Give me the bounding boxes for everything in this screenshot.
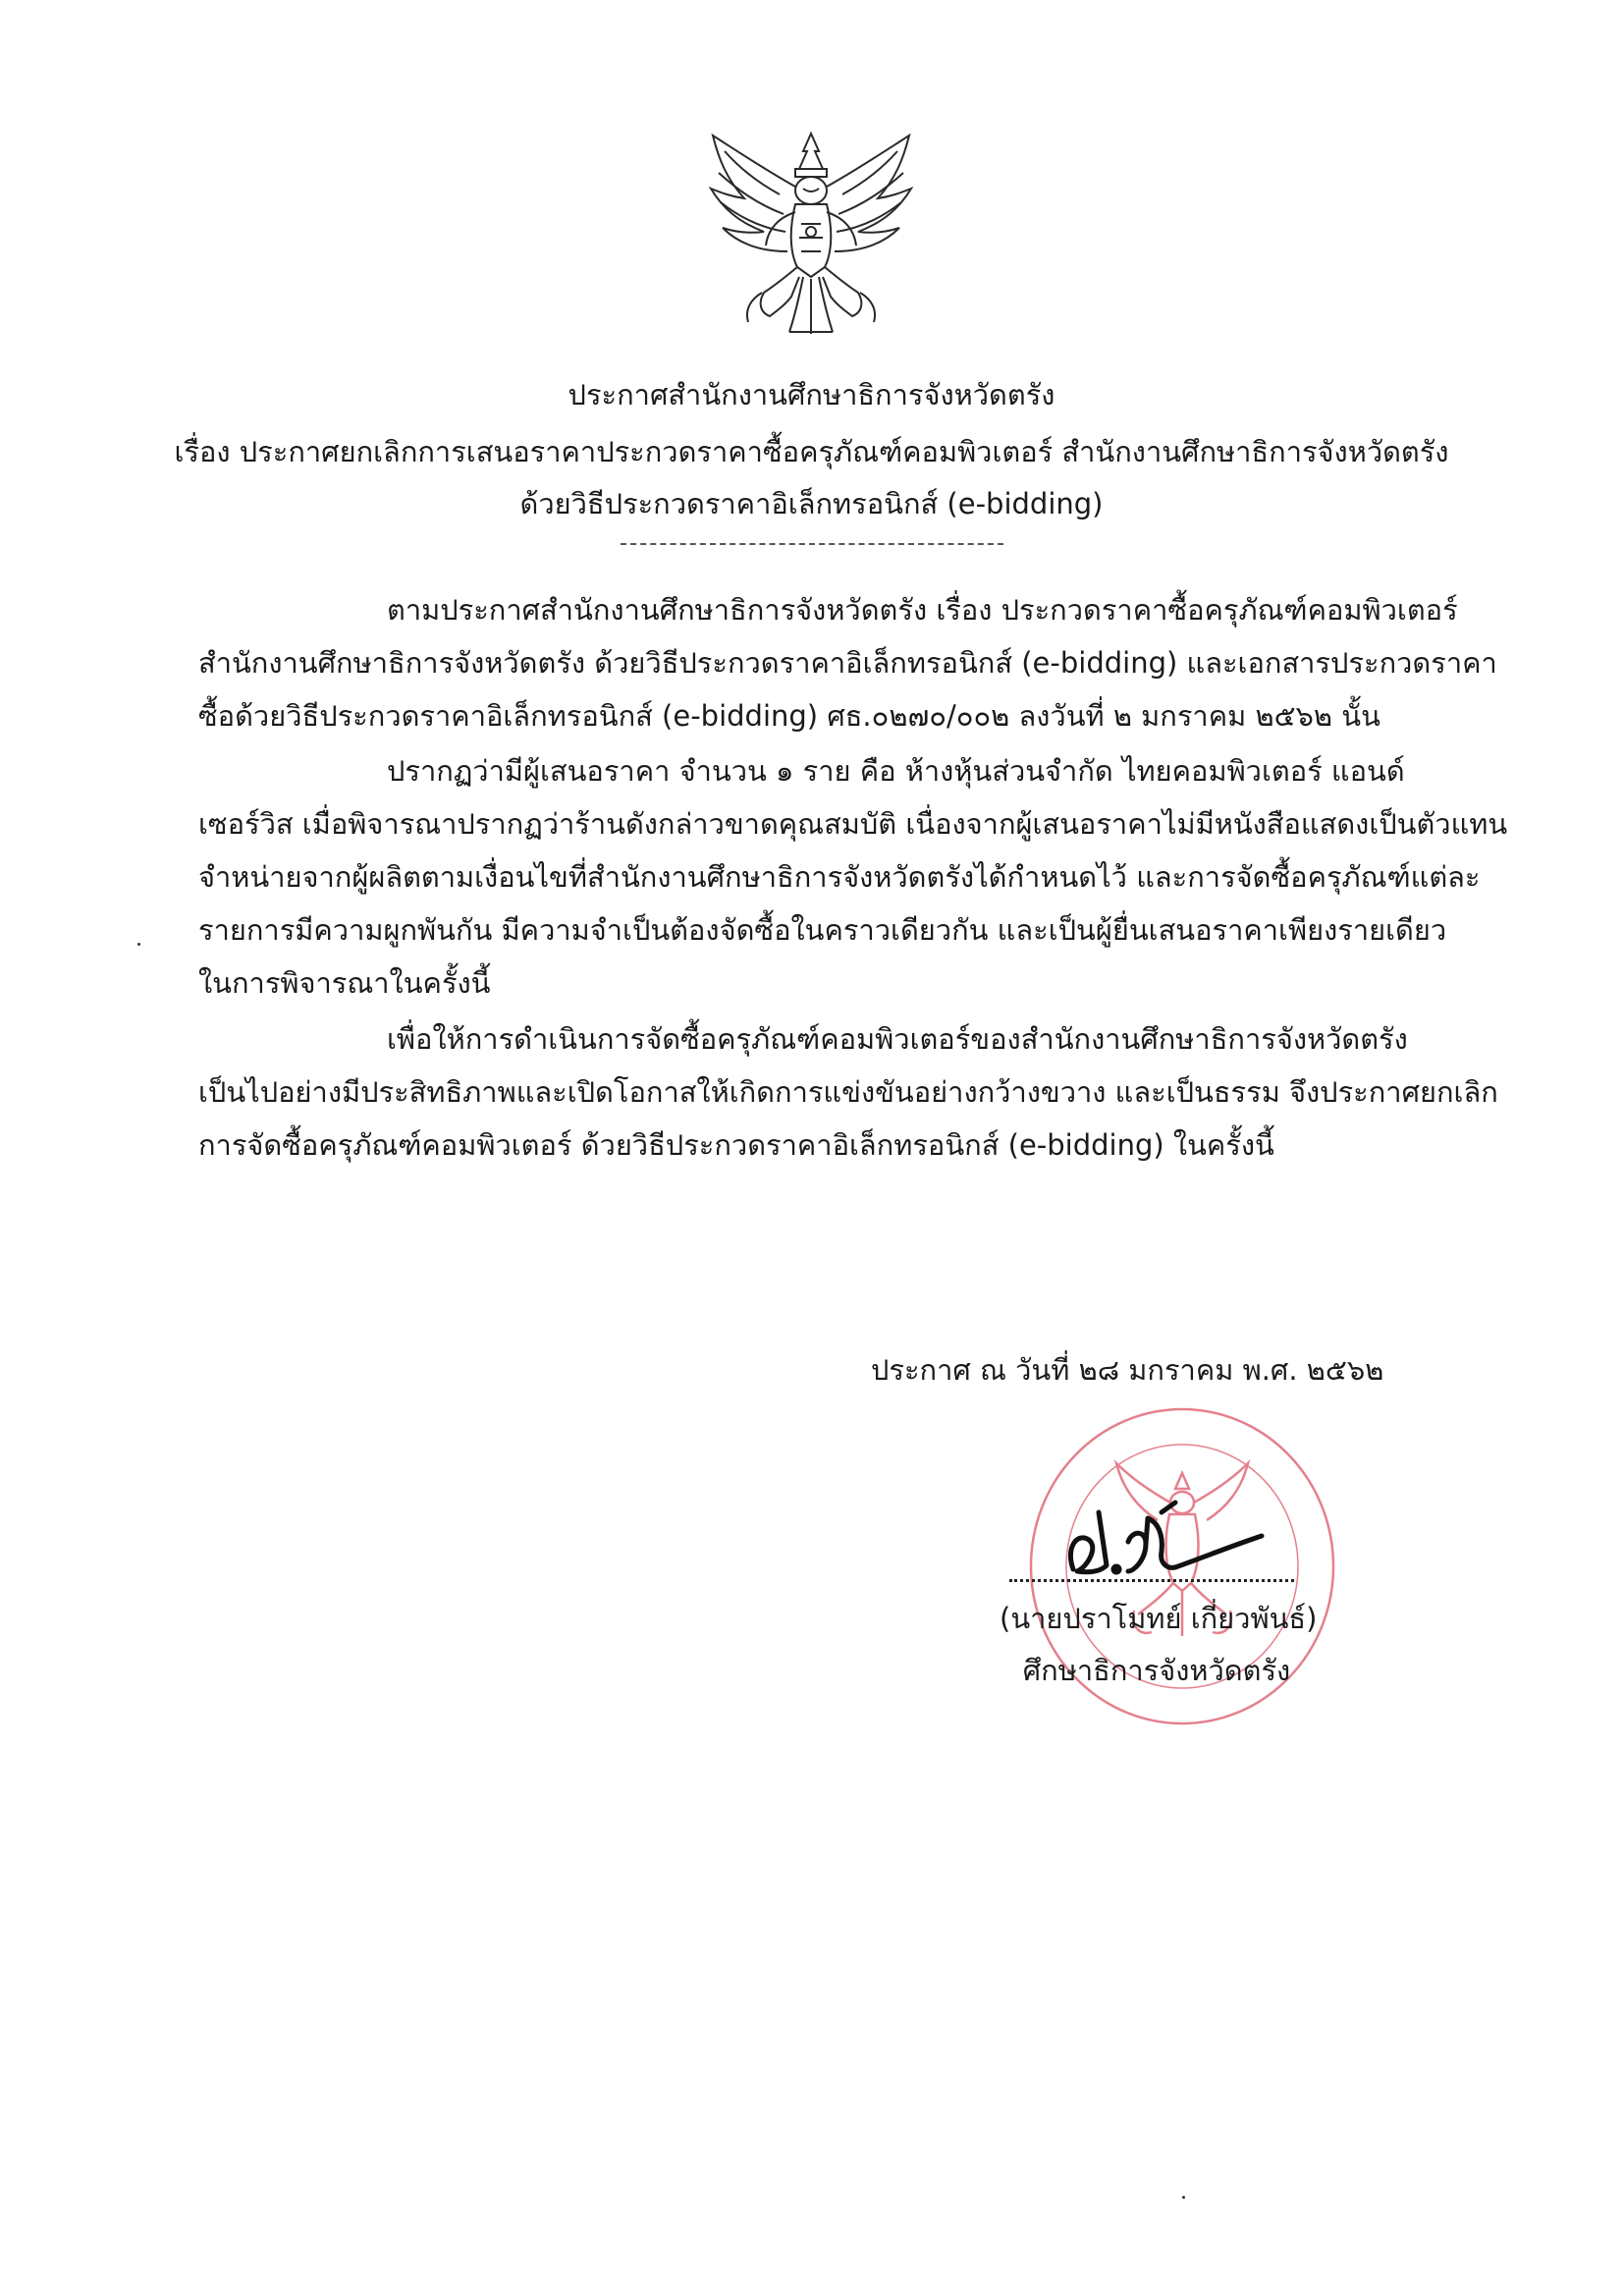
paragraph-line: ในการพิจารณาในครั้งนี้ [198, 966, 491, 1000]
paragraph-line: ซื้อด้วยวิธีประกวดราคาอิเล็กทรอนิกส์ (e-bidding) ศธ.๐๒๗๐/๐๐๒ ลงวันที่ ๒ มกราคม ๒๕๖๒ นั้น [198, 699, 1380, 733]
announcement-subject: เรื่อง ประกาศยกเลิกการเสนอราคาประกวดราคาซื้อครุภัณฑ์คอมพิวเตอร์ สำนักงานศึกษาธิการจังหวัดตรัง [174, 435, 1449, 468]
announcement-method: ด้วยวิธีประกวดราคาอิเล็กทรอนิกส์ (e-bidding) [519, 487, 1104, 520]
scan-speck [137, 943, 140, 946]
paragraph-reference [198, 583, 1497, 742]
signer-name: (นายปราโมทย์ เกี่ยวพันธ์) [1000, 1602, 1318, 1635]
signer-title: ศึกษาธิการจังหวัดตรัง [1022, 1654, 1291, 1687]
announcement-date: ประกาศ ณ วันที่ ๒๘ มกราคม พ.ศ. ๒๕๖๒ [871, 1353, 1384, 1387]
signature-line [1009, 1579, 1294, 1582]
paragraph-line: จำหน่ายจากผู้ผลิตตามเงื่อนไขที่สำนักงานศึกษาธิการจังหวัดตรังได้กำหนดไว้ และการจัดซื้อครุภัณฑ์แต่ละ [198, 860, 1481, 894]
paragraph-line: สำนักงานศึกษาธิการจังหวัดตรัง ด้วยวิธีประกวดราคาอิเล็กทรอนิกส์ (e-bidding) และเอกสารประกวดราคา [198, 646, 1497, 680]
header-divider [621, 543, 1003, 545]
paragraph-line: เซอร์วิส เมื่อพิจารณาปรากฏว่าร้านดังกล่าวขาดคุณสมบัติ เนื่องจากผู้เสนอราคาไม่มีหนังสือแสดงเป็นตัวแทน [198, 807, 1508, 841]
garuda-emblem-icon [705, 130, 917, 338]
paragraph-line: เพื่อให้การดำเนินการจัดซื้อครุภัณฑ์คอมพิวเตอร์ของสำนักงานศึกษาธิการจังหวัดตรัง [387, 1022, 1408, 1056]
paragraph-line: ตามประกาศสำนักงานศึกษาธิการจังหวัดตรัง เรื่อง ประกวดราคาซื้อครุภัณฑ์คอมพิวเตอร์ [387, 593, 1458, 627]
paragraph-cancellation [198, 1012, 1498, 1172]
paragraph-line: การจัดซื้อครุภัณฑ์คอมพิวเตอร์ ด้วยวิธีประกวดราคาอิเล็กทรอนิกส์ (e-bidding) ในครั้งนี้ [198, 1128, 1274, 1162]
paragraph-findings [198, 744, 1508, 1010]
announcement-title: ประกาศสำนักงานศึกษาธิการจังหวัดตรัง [568, 378, 1055, 411]
paragraph-line: รายการมีความผูกพันกัน มีความจำเป็นต้องจัดซื้อในคราวเดียวกัน และเป็นผู้ยื่นเสนอราคาเพียงรายเดียว [198, 913, 1447, 947]
scan-speck [1182, 2196, 1185, 2199]
paragraph-line: เป็นไปอย่างมีประสิทธิภาพและเปิดโอกาสให้เกิดการแข่งขันอย่างกว้างขวาง และเป็นธรรม จึงประกาศยกเลิก [198, 1075, 1498, 1109]
paragraph-line: ปรากฏว่ามีผู้เสนอราคา จำนวน ๑ ราย คือ ห้างหุ้นส่วนจำกัด ไทยคอมพิวเตอร์ แอนด์ [387, 754, 1405, 788]
